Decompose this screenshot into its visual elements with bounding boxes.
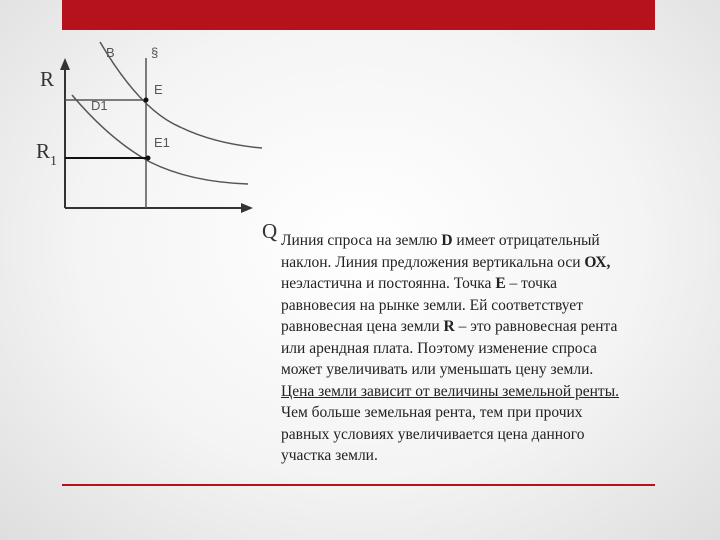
text-line-10: равных условиях увеличивается цена данного xyxy=(281,425,585,443)
text-line-8: Цена земли зависит от величины земельной ренты. xyxy=(281,382,619,400)
point-e-marker xyxy=(144,98,149,103)
text-line-6: или арендная плата. Поэтому изменение спроса xyxy=(281,339,597,357)
text-line-3 xyxy=(281,273,681,295)
text-line-1-a: Линия спроса на землю xyxy=(281,232,442,249)
text-line-1 xyxy=(281,230,681,252)
bottom-accent-rule xyxy=(62,484,655,486)
y-axis-label: R xyxy=(40,67,55,91)
supply-s-label: § xyxy=(151,45,159,60)
x-axis-arrow xyxy=(241,203,253,213)
text-line-5-c: – это равновесная рента xyxy=(454,318,618,335)
demand-d1-label: D1 xyxy=(91,98,108,113)
text-line-11: участка земли. xyxy=(281,447,378,464)
y-axis-arrow xyxy=(60,58,70,70)
text-line-2-a: наклон. Линия предложения вертикальна оси xyxy=(281,253,585,271)
text-line-2-b: ОХ, xyxy=(584,253,611,271)
text-line-1-c: имеет отрицательный xyxy=(452,232,600,249)
demand-b-label: B xyxy=(106,45,115,60)
r1-label-main: R xyxy=(36,139,51,163)
text-line-4: равновесия на рынке земли. Ей соответствует xyxy=(281,296,583,314)
r1-label xyxy=(36,139,57,169)
text-line-1-b: D xyxy=(441,232,453,249)
point-e1-marker xyxy=(146,156,151,161)
r1-label-sub: 1 xyxy=(50,154,58,169)
text-line-3-a: неэластична и постоянна. Точка xyxy=(281,275,496,292)
text-line-9: Чем больше земельная рента, тем при прочих xyxy=(281,404,583,421)
text-line-5-b: R xyxy=(443,318,455,335)
text-line-5 xyxy=(281,316,681,338)
text-line-2 xyxy=(281,252,681,274)
text-line-5-a: равновесная цена земли xyxy=(281,318,444,335)
text-line-3-c: – точка xyxy=(505,275,558,292)
text-line-7: может увеличивать или уменьшать цену земли. xyxy=(281,361,594,378)
explanation-text xyxy=(281,230,681,467)
point-e1-label: E1 xyxy=(154,135,170,150)
text-line-3-b: Е xyxy=(495,275,506,292)
x-axis-label: Q xyxy=(262,219,278,243)
point-e-label: E xyxy=(154,82,163,97)
demand-curve-b xyxy=(100,42,262,148)
